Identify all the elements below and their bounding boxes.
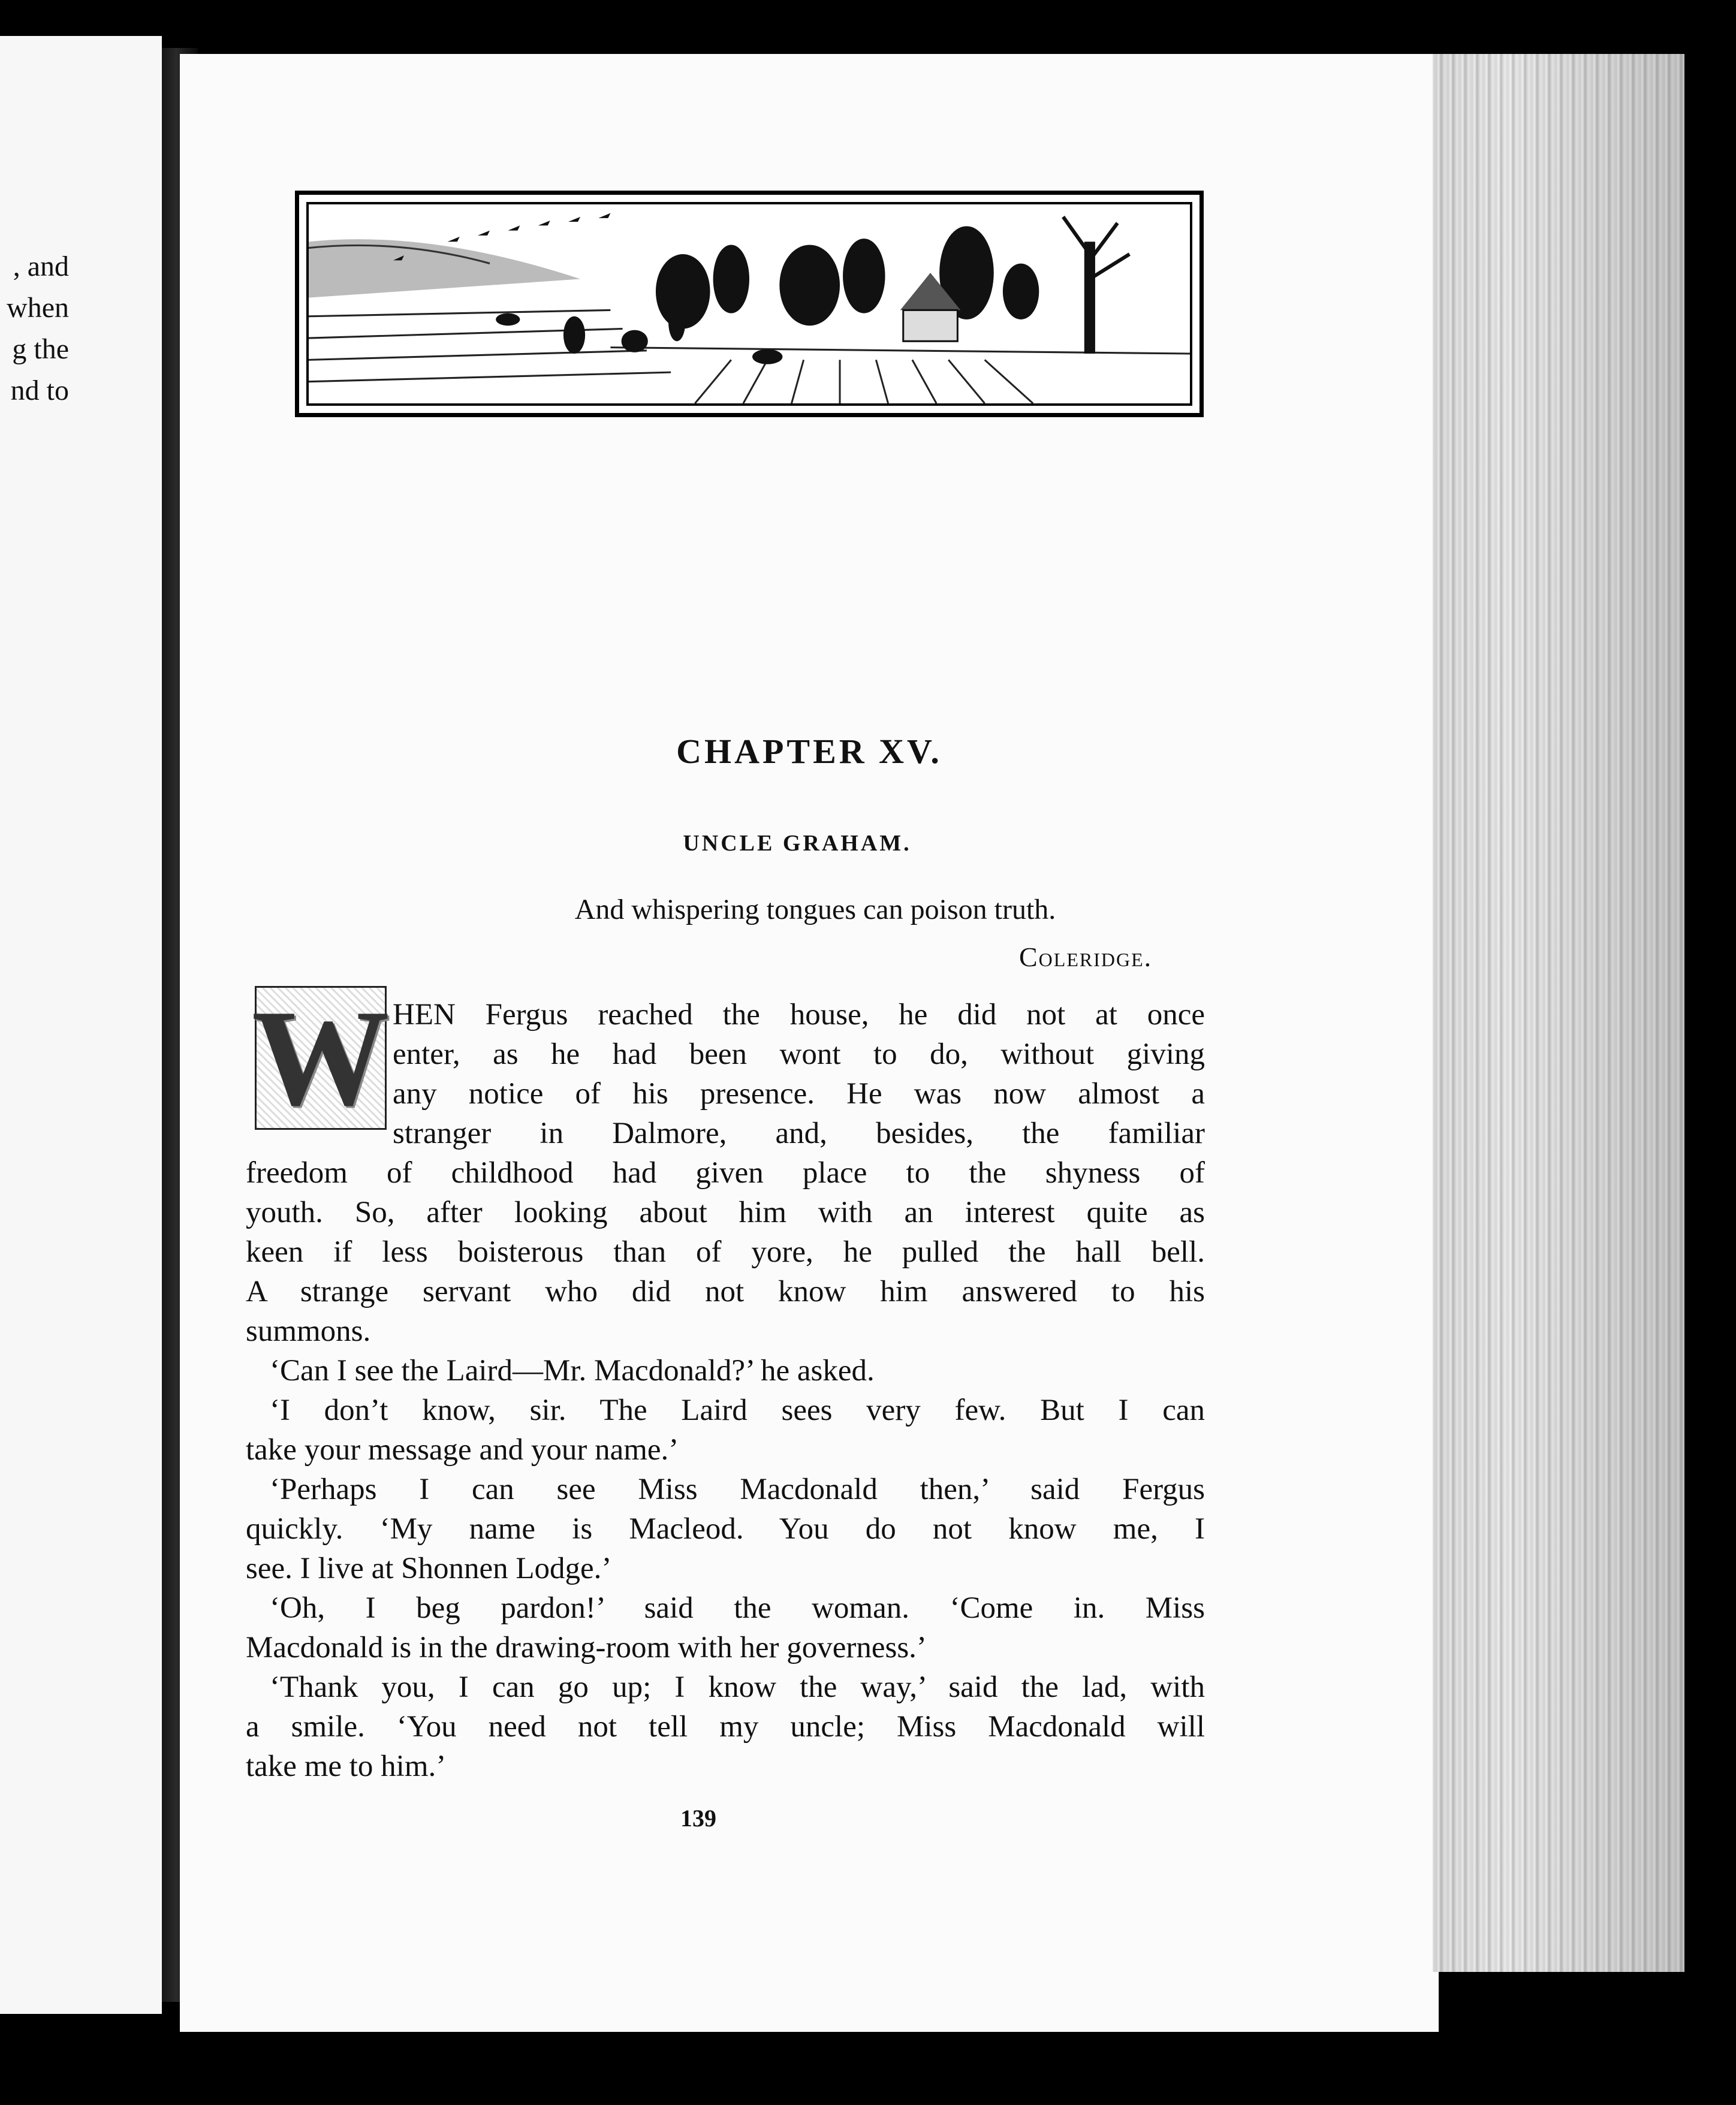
text-line: ‘Perhaps I can see Miss Macdonald then,’ said Fergus [270,1473,1205,1506]
text-line: HEN Fergus reached the house, he did not at once [393,998,1205,1032]
text-line: take me to him.’ [246,1750,447,1783]
text-line: youth. So, after looking about him with an interest quite as [246,1196,1205,1229]
epigraph: And whispering tongues can poison truth. [574,894,1056,925]
chapter-title: CHAPTER XV. [676,732,942,771]
left-line: when [7,292,69,324]
left-page-text [7,246,69,411]
epigraph-author: Coleridge. [1019,942,1153,972]
headpiece-illustration [295,191,1204,417]
left-line: , and [13,251,69,282]
page-number: 139 [680,1805,716,1832]
text-line: ‘I don’t know, sir. The Laird sees very few. But I can [270,1394,1205,1427]
text-line: A strange servant who did not know him answered to his [246,1275,1205,1308]
rural-landscape-icon [309,204,1190,403]
chapter-subtitle: UNCLE GRAHAM. [683,831,912,856]
body-text [246,995,1205,1786]
text-line: any notice of his presence. He was now almost a [393,1077,1205,1111]
text-line: ‘Thank you, I can go up; I know the way,’ said the lad, with [270,1670,1205,1704]
text-line: ‘Can I see the Laird—Mr. Macdonald?’ he asked. [270,1354,875,1388]
text-line: Macdonald is in the drawing-room with her governess.’ [246,1631,927,1664]
text-line: ‘Oh, I beg pardon!’ said the woman. ‘Come in. Miss [270,1591,1205,1625]
text-line: keen if less boisterous than of yore, he pulled the hall bell. [246,1235,1205,1269]
text-line: a smile. ‘You need not tell my uncle; Miss Macdonald will [246,1710,1205,1744]
text-line: quickly. ‘My name is Macleod. You do not know me, I [246,1512,1205,1546]
text-line: see. I live at Shonnen Lodge.’ [246,1552,612,1585]
text-line: freedom of childhood had given place to the shyness of [246,1156,1205,1190]
book-fore-edge [1433,54,1684,1972]
left-line: nd to [10,375,69,406]
text-line: take your message and your name.’ [246,1433,679,1467]
left-line: g the [12,333,69,365]
text-line: stranger in Dalmore, and, besides, the familiar [393,1117,1205,1150]
drop-cap-letter: W [252,981,390,1134]
text-line: summons. [246,1314,371,1348]
text-line: enter, as he had been wont to do, without giving [393,1038,1205,1071]
left-page [0,36,162,2014]
